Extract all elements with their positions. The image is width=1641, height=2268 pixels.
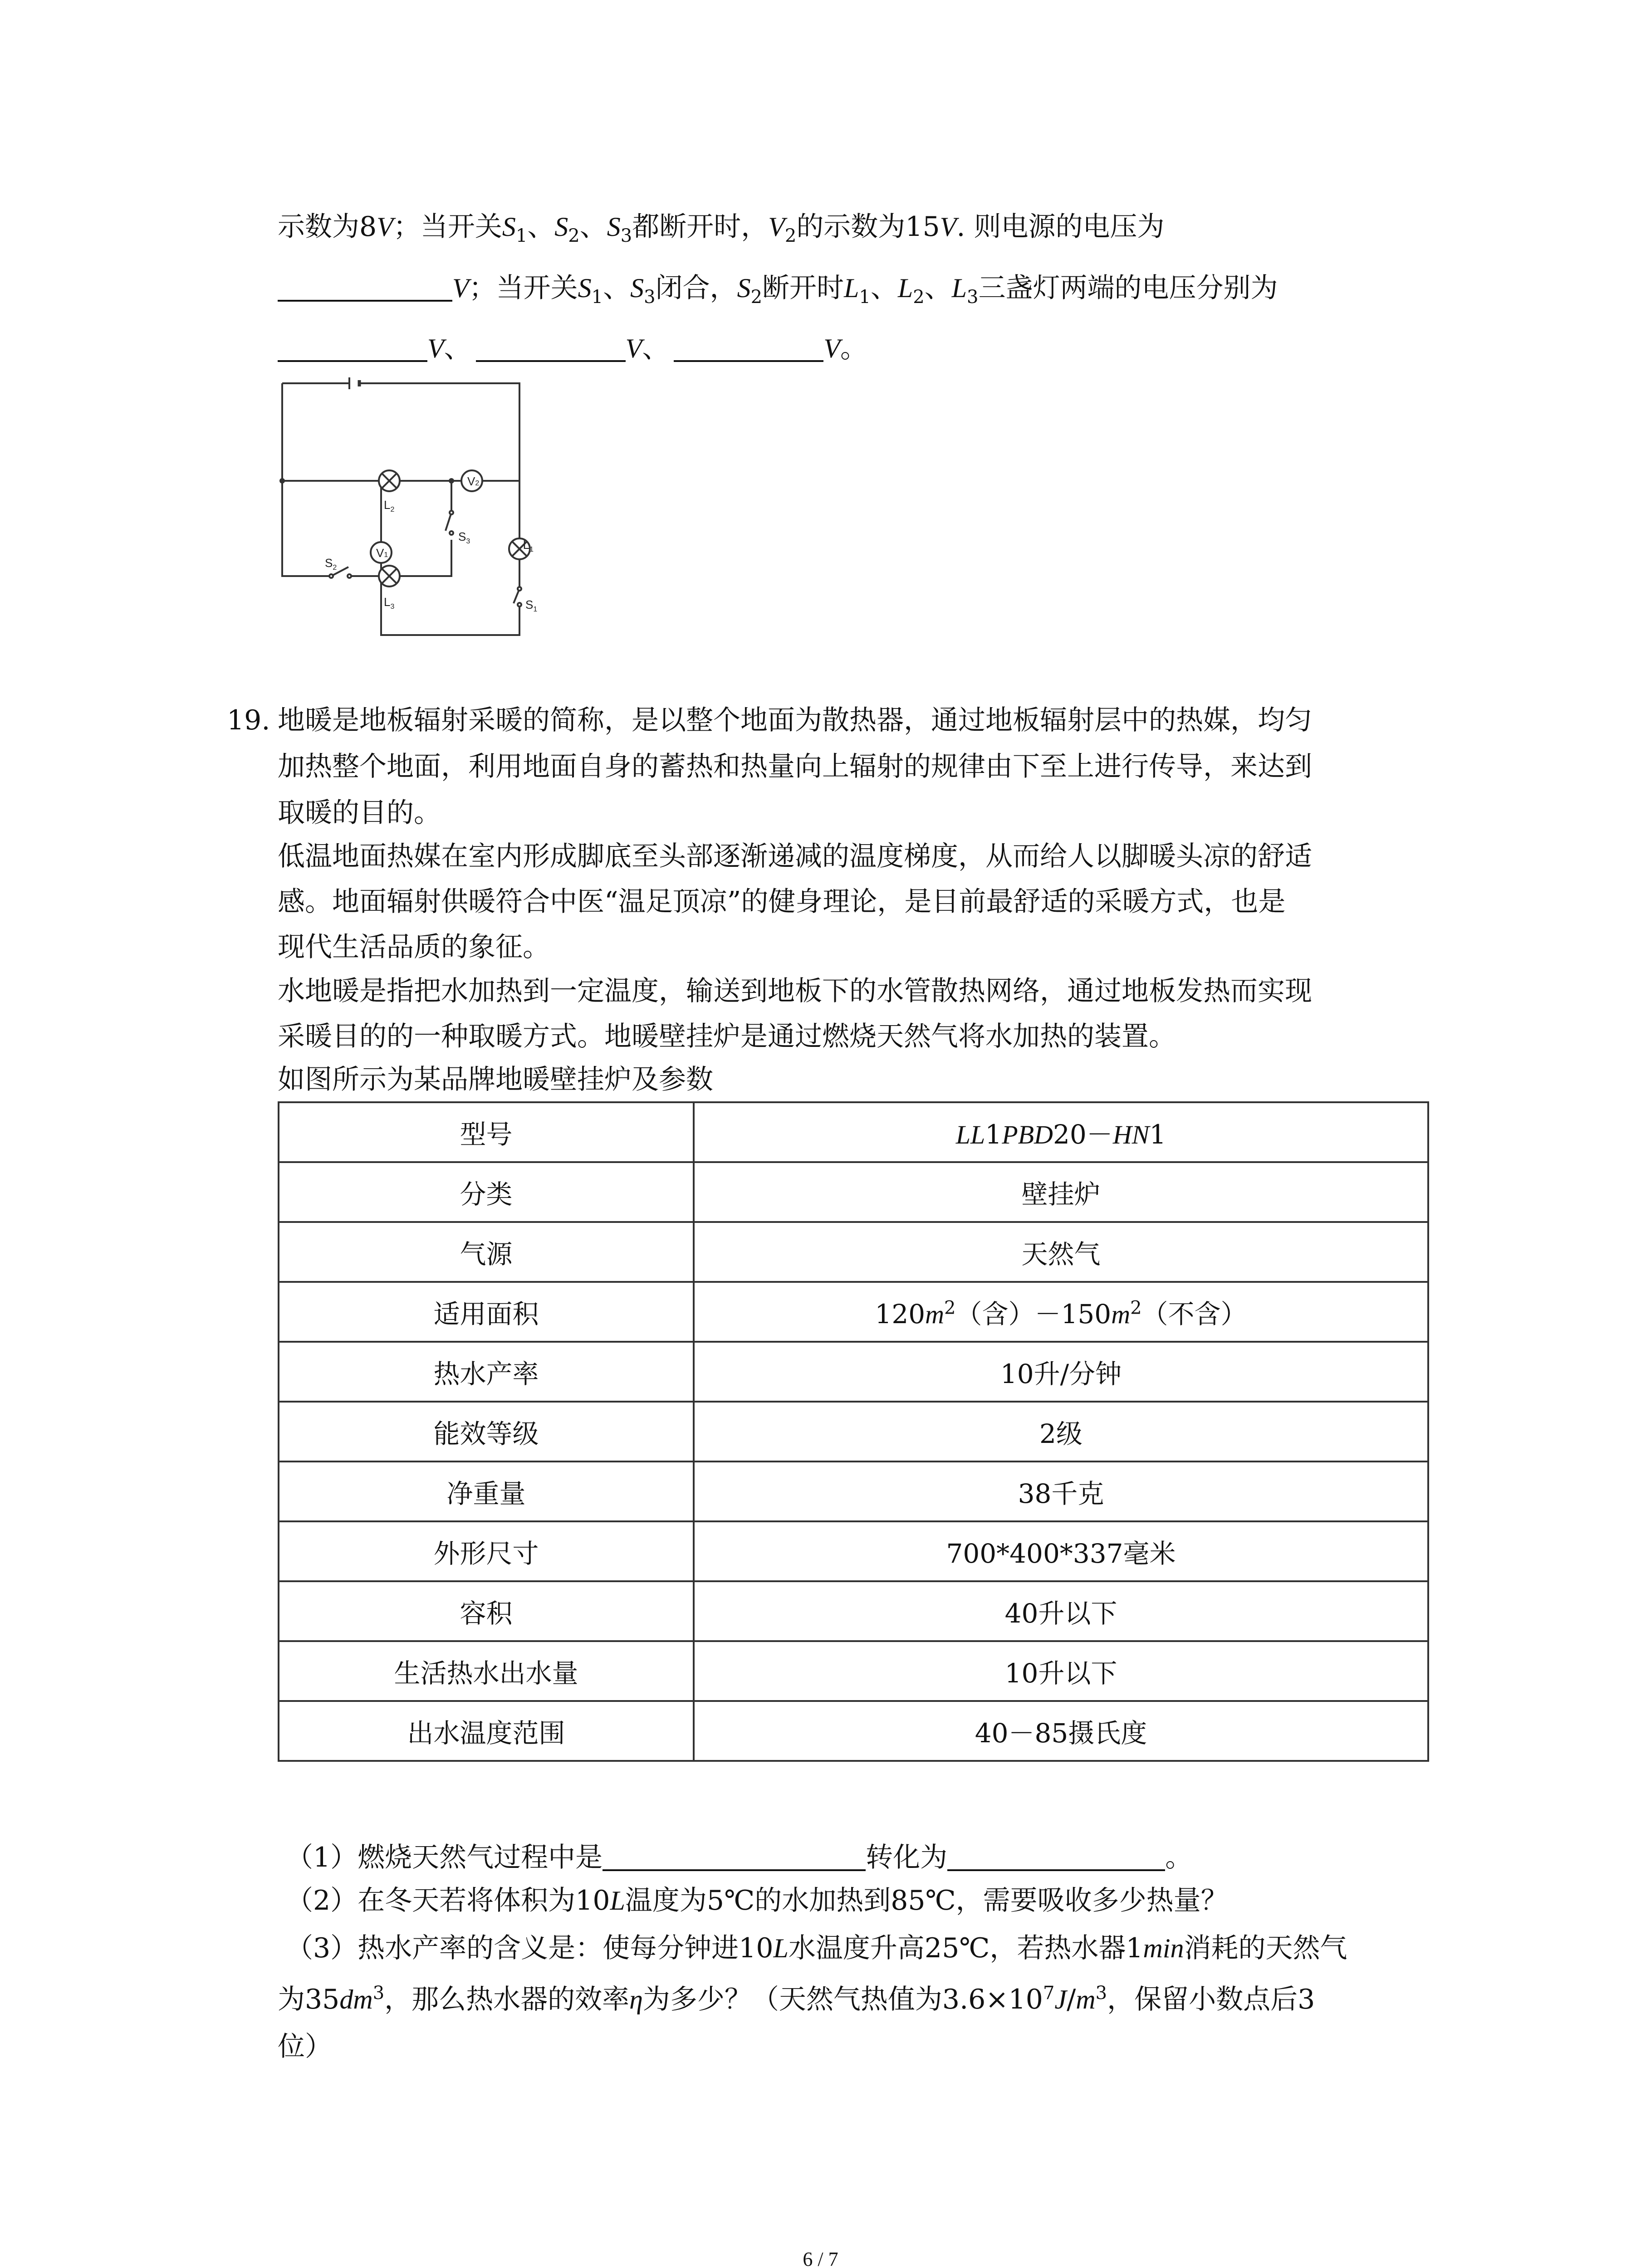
l1-label: $L_1$ [523,538,534,553]
q19-sub3-l1: （3）热水产率的含义是：使每分钟进10L水温度升高25℃，若热水器1min消耗的天然气 [286,1932,1347,1964]
answer-blank-l1[interactable] [278,333,427,362]
table-row: 出水温度范围 40－85摄氏度 [279,1701,1428,1761]
q19-p1-l1: 地暖是地板辐射采暖的简称，是以整个地面为散热器，通过地板辐射层中的热媒，均匀 [278,704,1312,736]
v1-label: V1 [376,546,388,560]
q19-sub2: （2）在冬天若将体积为10L温度为5℃的水加热到85℃，需要吸收多少热量？ [286,1885,1228,1916]
s3-label: $S_3$ [458,530,470,545]
table-row: 外形尺寸 700*400*337毫米 [279,1521,1428,1581]
s1-label: $S_1$ [525,598,538,613]
q19-p3-l1: 水地暖是指把水加热到一定温度，输送到地板下的水管散热网络，通过地板发热而实现 [278,975,1312,1007]
circuit-diagram [277,376,538,649]
area-value: $120m^2$（含）$-150m^2$（不含） [694,1282,1428,1342]
q19-sub3-l3: 位） [278,2031,332,2063]
model-value: LL1PBD20－HN1 [694,1102,1428,1162]
answer-blank-l3[interactable] [674,333,823,362]
q18-line1: 示数为8V；当开关$S_1$、$S_2$、$S_3$都断开时，$V_2$的示数为15V. 则电源的电压为 [278,211,1165,246]
l3-label: $L_3$ [384,595,395,611]
table-row: 容积 40升以下 [279,1581,1428,1641]
table-row: 热水产率 10升/分钟 [279,1342,1428,1402]
s2-label: $S_2$ [325,556,337,572]
table-row: 生活热水出水量 10升以下 [279,1641,1428,1701]
v2-label: V2 [467,474,480,488]
table-row: 气源 天然气 [279,1222,1428,1282]
table-row: 分类 壁挂炉 [279,1162,1428,1222]
answer-blank-energy-to[interactable] [947,1842,1165,1871]
q19-p3-l2: 采暖目的的一种取暖方式。地暖壁挂炉是通过燃烧天然气将水加热的装置。 [278,1021,1176,1052]
q19-p2-l3: 现代生活品质的象征。 [278,931,550,963]
q19-p4: 如图所示为某品牌地暖壁挂炉及参数 [278,1064,713,1095]
table-row: 能效等级 2级 [279,1402,1428,1461]
q19-sub3-l2: 为$35dm^3$，那么热水器的效率η为多少？（天然气热值为$3.6\times 10^7J/m^3$，保留小数点后3 [278,1983,1315,2015]
spec-table [278,1101,1429,1762]
l2-label: $L_2$ [384,498,395,513]
q19-sub1: （1）燃烧天然气过程中是 转化为 。 [286,1842,1193,1873]
switch-s3-icon [446,513,451,531]
page-number: 6 / 7 [803,2248,838,2268]
q19-p2-l1: 低温地面热媒在室内形成脚底至头部逐渐递减的温度梯度，从而给人以脚暖头凉的舒适 [278,841,1312,872]
q18-line2: V；当开关$S_1$、$S_3$闭合，$S_2$断开时$L_1$、$L_2$、$L_3$三盏灯两端的电压分别为 [278,270,1278,306]
q19-number: 19. [227,704,270,736]
q19-p1-l2: 加热整个地面，利用地面自身的蓄热和热量向上辐射的规律由下至上进行传导，来达到 [278,751,1312,782]
answer-blank-l2[interactable] [476,333,626,362]
q18-line3: V、 V、 V。 [278,330,867,367]
answer-blank-energy-from[interactable] [603,1842,866,1871]
table-row: 型号 LL1PBD20－HN1 [279,1102,1428,1162]
answer-blank-source-voltage[interactable] [278,273,452,302]
table-row: 净重量 38千克 [279,1461,1428,1521]
table-row: 适用面积 $120m^2$（含）$-150m^2$（不含） [279,1282,1428,1342]
q19-p1-l3: 取暖的目的。 [278,797,441,829]
q19-p2-l2: 感。地面辐射供暖符合中医“温足顶凉”的健身理论，是目前最舒适的采暖方式，也是 [278,886,1286,918]
